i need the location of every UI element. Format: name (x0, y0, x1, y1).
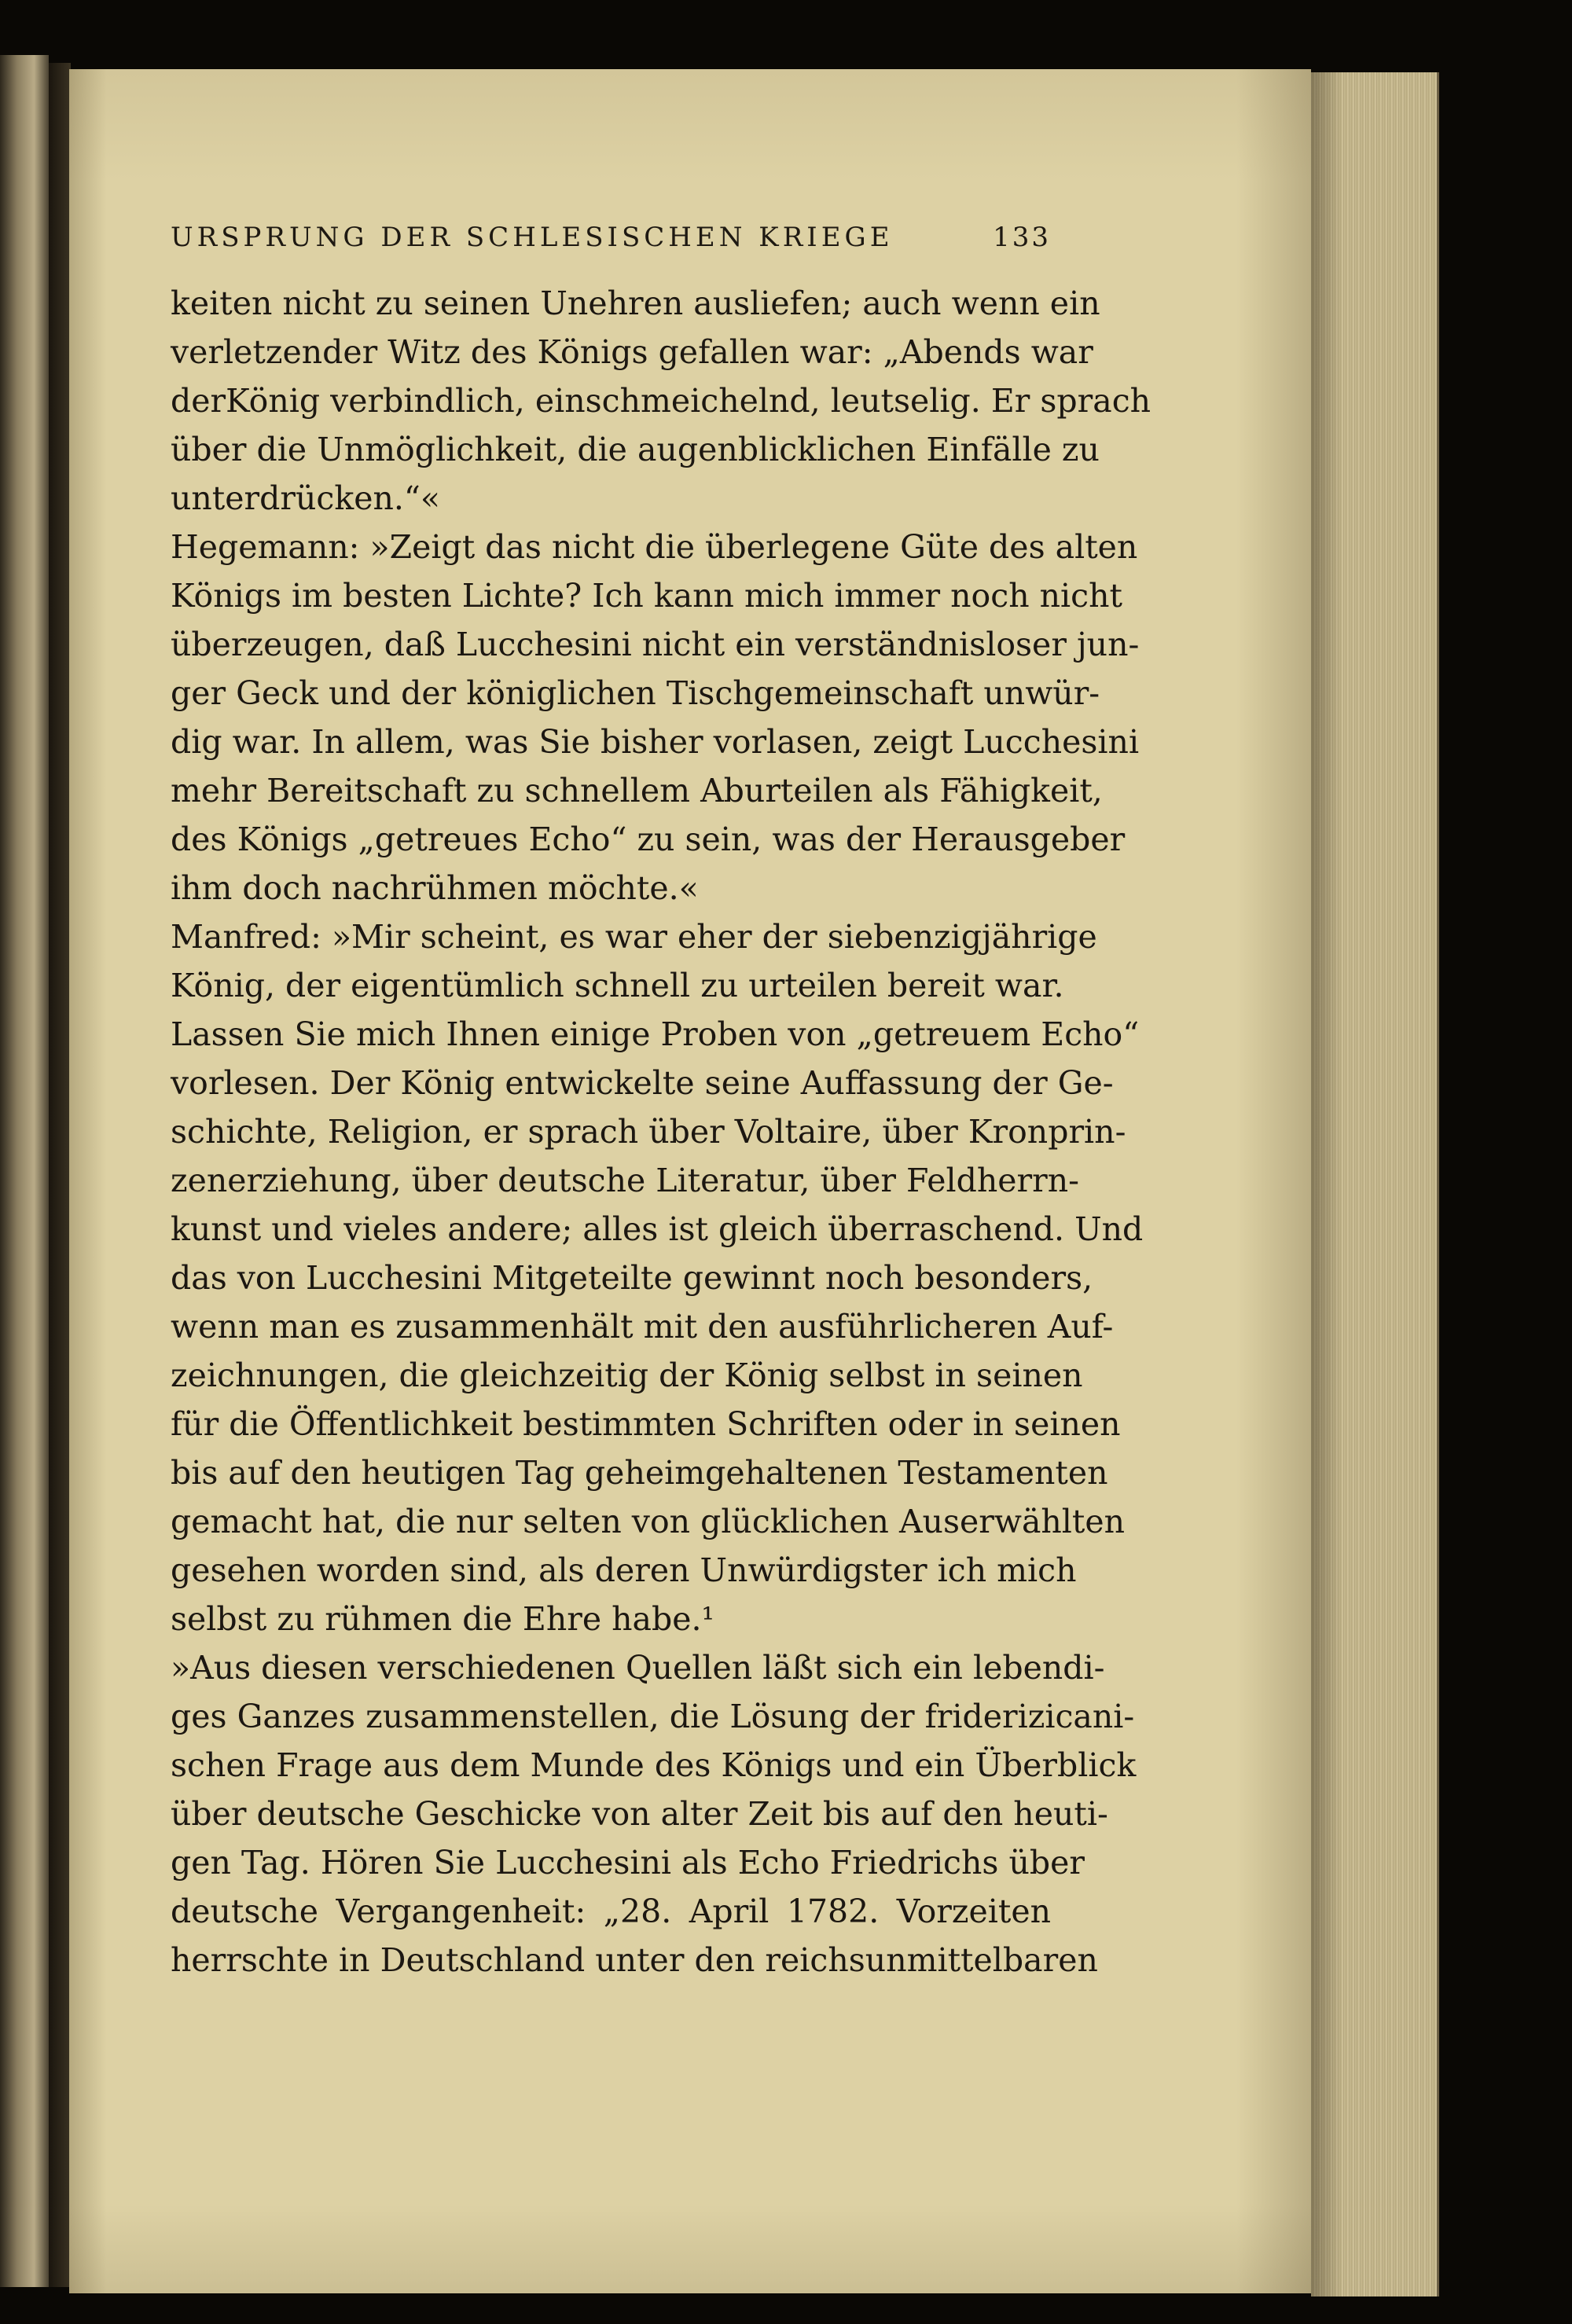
text-line: keiten nicht zu seinen Unehren ausliefen; auch wenn ein (171, 285, 1100, 322)
text-line: Königs im besten Lichte? Ich kann mich immer noch nicht (171, 577, 1123, 615)
text-line: Manfred: »Mir scheint, es war eher der siebenzigjährige (171, 918, 1097, 956)
text-line: deutsche Vergangenheit: „28. April 1782. Vorzeiten (171, 1893, 1051, 1930)
text-line: bis auf den heutigen Tag geheimgehaltenen Testamenten (171, 1454, 1108, 1492)
page-number: 133 (993, 222, 1051, 253)
text-line: kunst und vieles andere; alles ist gleich überraschend. Und (171, 1210, 1144, 1248)
running-head (171, 222, 1051, 261)
text-line: Lassen Sie mich Ihnen einige Proben von „getreuem Echo“ (171, 1015, 1140, 1053)
text-line: Hegemann: »Zeigt das nicht die überlegene Güte des alten (171, 528, 1138, 566)
text-line: mehr Bereitschaft zu schnellem Aburteilen als Fähigkeit, (171, 772, 1103, 810)
text-line: dig war. In allem, was Sie bisher vorlasen, zeigt Lucchesini (171, 723, 1140, 761)
book-gutter (49, 63, 71, 2287)
text-line: herrschte in Deutschland unter den reichsunmittelbaren (171, 1941, 1098, 1979)
text-line: gen Tag. Hören Sie Lucchesini als Echo Friedrichs über (171, 1844, 1085, 1882)
text-line: zeichnungen, die gleichzeitig der König selbst in seinen (171, 1357, 1083, 1394)
text-line: gemacht hat, die nur selten von glücklichen Auserwählten (171, 1503, 1126, 1540)
text-line: ihm doch nachrühmen möchte.« (171, 869, 699, 907)
text-line: selbst zu rühmen die Ehre habe.¹ (171, 1600, 714, 1638)
text-line: derKönig verbindlich, einschmeichelnd, leutselig. Er sprach (171, 382, 1151, 420)
text-line: ges Ganzes zusammenstellen, die Lösung der friderizicani- (171, 1698, 1135, 1735)
left-page-edge (0, 55, 49, 2287)
text-line: verletzender Witz des Königs gefallen war: „Abends war (171, 333, 1093, 371)
text-line: für die Öffentlichkeit bestimmten Schriften oder in seinen (171, 1405, 1121, 1443)
text-line: ger Geck und der königlichen Tischgemeinschaft unwür- (171, 674, 1100, 712)
text-line: »Aus diesen verschiedenen Quellen läßt sich ein lebendi- (171, 1649, 1105, 1687)
text-line: wenn man es zusammenhält mit den ausführlicheren Auf- (171, 1308, 1114, 1346)
text-line: das von Lucchesini Mitgeteilte gewinnt noch besonders, (171, 1259, 1093, 1297)
text-line: über deutsche Geschicke von alter Zeit bis auf den heuti- (171, 1795, 1108, 1833)
text-line: schen Frage aus dem Munde des Königs und ein Überblick (171, 1746, 1137, 1784)
body-text (171, 279, 1151, 1984)
text-line: überzeugen, daß Lucchesini nicht ein verständnisloser jun- (171, 626, 1140, 663)
text-line: schichte, Religion, er sprach über Voltaire, über Kronprin- (171, 1113, 1126, 1151)
text-line: zenerziehung, über deutsche Literatur, über Feldherrn- (171, 1162, 1079, 1199)
text-line: des Königs „getreues Echo“ zu sein, was der Herausgeber (171, 821, 1126, 858)
text-line: vorlesen. Der König entwickelte seine Auffassung der Ge- (171, 1064, 1114, 1102)
fore-edge-shadow (1311, 72, 1342, 2296)
text-line: unterdrücken.“« (171, 479, 440, 517)
text-line: gesehen worden sind, als deren Unwürdigster ich mich (171, 1551, 1077, 1589)
running-head-title: URSPRUNG DER SCHLESISCHEN KRIEGE (171, 222, 894, 253)
text-line: König, der eigentümlich schnell zu urteilen bereit war. (171, 967, 1064, 1004)
text-line: über die Unmöglichkeit, die augenblicklichen Einfälle zu (171, 431, 1100, 468)
